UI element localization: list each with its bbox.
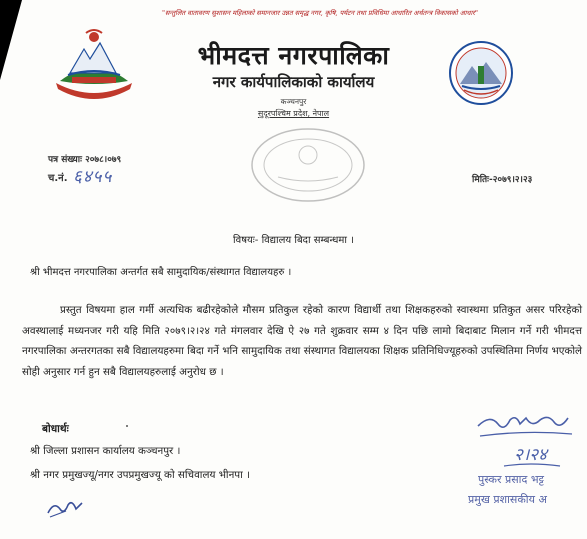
initials-signature-icon <box>46 497 84 519</box>
letter-addressee: श्री भीमदत्त नगरपालिका अन्तर्गत सबै सामुदायिक/संस्थागत विद्यालयहरु । <box>30 267 292 278</box>
cc-item: श्री जिल्ला प्रशासन कार्यालय कञ्चनपुर । <box>30 445 181 457</box>
cc-label: बोधार्थः <box>42 423 69 435</box>
ink-dot <box>126 425 128 427</box>
address-province: सुदूरपश्चिम प्रदेश, नेपाल <box>257 109 330 118</box>
challan-label: च.नं. <box>48 173 68 184</box>
address-district: कञ्चनपुर <box>280 97 307 106</box>
cc-item: श्री नगर प्रमुखज्यू/नगर उपप्रमुखज्यू को सचिवालय भीनपा । <box>30 469 251 481</box>
challan-number-handwritten: ६४५५ <box>73 167 113 187</box>
letter-body: प्रस्तुत विषयमा हाल गर्मी अत्यधिक बढीरहेकोले मौसम प्रतिकुल रहेको कारण विद्यार्थी तथा शिक्षकहरुको स्वास्थमा प्रतिकुत असर परिरहेको अवस्थालाई मध्यनजर गरी यहि मिति २०७९।२।२४ गते मंगलवार देखि ऐ २७ गते शुक्रवार सम्म ४ दिन पछि लामो बिदाबाट मिलान गर्ने गरी भीमदत्त नगरपालिका अन्तरगतका सबै विद्यालयहरुमा बिदा गर्ने भनि सामुदायिक तथा संस्थागत विद्यालयका शिक्षक प्रतिनिधिज्यूहरुको उपस्थितिमा निर्णय भएकोले सोही अनुसार गर्न हुन सबै विद्यालयहरुलाई अनुरोध छ । <box>22 304 582 378</box>
office-stamp-icon <box>248 125 368 205</box>
signatory-name: पुस्कर प्रसाद भट्ट <box>478 473 544 486</box>
letter-subject: विषयः- विद्यालय बिदा सम्बन्धमा । <box>233 235 354 246</box>
letter-number: पत्र संख्याः २०७८।०७९ <box>48 155 122 165</box>
office-name: नगर कार्यपालिकाको कार्यालय <box>212 73 375 91</box>
signatory-title: प्रमुख प्रशासकीय अ <box>468 493 547 506</box>
signature-date: २।२४ <box>514 445 547 465</box>
page-title: भीमदत्त नगरपालिका <box>197 41 390 70</box>
signature-icon <box>470 410 580 470</box>
letter-date: मितिः-२०७९।२।२३ <box>472 175 533 185</box>
header-motto: "सन्तुलित वातावरण सुशासन महिलाको समानजार उन्नत समृद्ध नगर, कृषि, पर्यटन तथा प्रविधिमा आधारित अर्थतन्त्र विकासको आधार" <box>161 9 479 17</box>
